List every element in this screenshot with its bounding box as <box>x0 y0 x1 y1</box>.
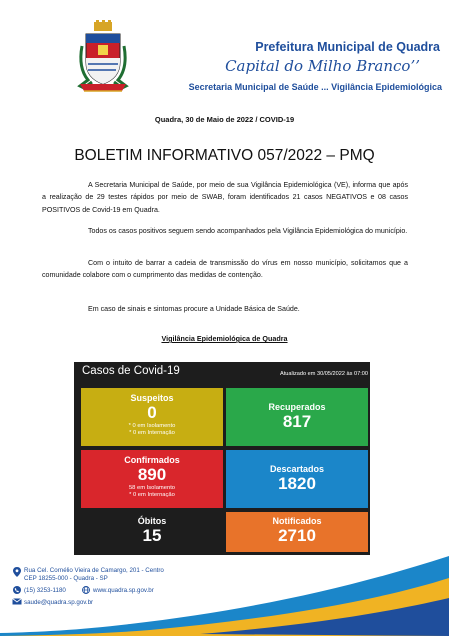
header-motto: Capital do Milho Branco’’ <box>225 57 420 75</box>
tile-label: Confirmados <box>124 455 180 465</box>
website-link[interactable]: www.quadra.sp.gov.br <box>93 587 154 594</box>
tile-descartados <box>226 450 368 508</box>
tile-obitos <box>81 512 223 552</box>
tile-suspeitos <box>81 388 223 446</box>
bulletin-title: BOLETIM INFORMATIVO 057/2022 – PMQ <box>74 147 375 164</box>
paragraph-intro: A Secretaria Municipal de Saúde, por meio de sua Vigilância Epidemiológica (VE), informa que após a realização de 29 testes rápidos por meio de SWAB, foram identificados 21 casos NEGATIVOS e 08 casos POSITIVOS de Covid-19 em Quadra. <box>42 181 408 214</box>
email-icon <box>12 598 22 605</box>
paragraph-monitoring: Todos os casos positivos seguem sendo acompanhados pela Vigilância Epidemiológica do município. <box>88 227 408 235</box>
tile-note: * 0 em Isolamento <box>128 423 176 429</box>
tile-notificados <box>226 512 368 552</box>
tile-confirmados <box>81 450 223 508</box>
tile-value: 890 <box>137 465 167 484</box>
location-icon <box>13 567 21 577</box>
tile-label: Suspeitos <box>130 393 174 403</box>
tile-label: Óbitos <box>137 516 167 526</box>
address-line-1: Rua Cel. Cornélio Vieira de Camargo, 201 - Centro <box>24 567 164 574</box>
date-line: Quadra, 30 de Maio de 2022 / COVID-19 <box>154 115 295 124</box>
tile-value: 1820 <box>278 474 316 493</box>
header-subtitle: Secretaria Municipal de Saúde ... Vigilância Epidemiológica <box>188 82 442 92</box>
tile-note: * 0 em Internação <box>129 492 175 498</box>
tile-label: Notificados <box>272 516 322 526</box>
tile-value: 2710 <box>278 526 316 545</box>
globe-icon <box>82 586 90 594</box>
tile-label: Recuperados <box>268 402 326 412</box>
panel-title: Casos de Covid-19 <box>82 365 180 377</box>
email-link[interactable]: saude@quadra.sp.gov.br <box>24 599 94 606</box>
tile-note: * 0 em Internação <box>129 430 175 436</box>
tile-value: 817 <box>282 412 312 431</box>
paragraph-request: Com o intuito de barrar a cadeia de transmissão do vírus em nosso município, solicitamos que a comunidade colabore com o cumprimento das medidas de contenção. <box>42 259 408 280</box>
panel-updated: Atualizado em 30/05/2022 às 07:00 <box>279 371 368 377</box>
tile-value: 0 <box>147 403 157 422</box>
section-heading: Vigilância Epidemiológica de Quadra <box>161 334 288 343</box>
tile-value: 15 <box>142 526 162 545</box>
tile-label: Descartados <box>269 464 325 474</box>
phone-number: (15) 3253-1180 <box>24 587 66 594</box>
address-line-2: CEP 18255-000 - Quadra - SP <box>24 575 108 582</box>
phone-icon <box>13 586 21 594</box>
tile-recuperados <box>226 388 368 446</box>
footer-wave-decoration <box>0 548 449 636</box>
paragraph-symptoms: Em caso de sinais e sintomas procure a Unidade Básica de Saúde. <box>88 305 300 313</box>
tile-note: 58 em Isolamento <box>128 485 176 491</box>
header-title: Prefeitura Municipal de Quadra <box>255 40 440 54</box>
municipal-crest-logo <box>74 20 132 96</box>
